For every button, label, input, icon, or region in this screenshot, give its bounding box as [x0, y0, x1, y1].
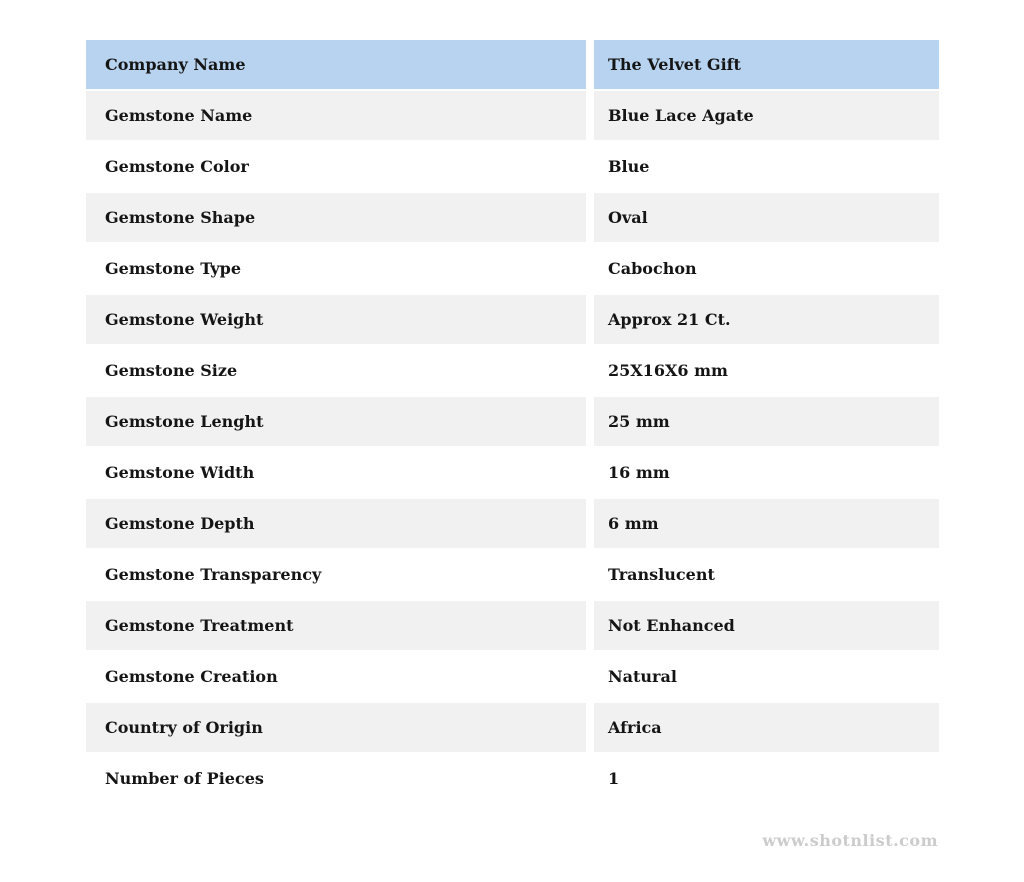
row-value: 16 mm: [608, 463, 670, 482]
header-value: The Velvet Gift: [594, 40, 939, 89]
table-row: [86, 754, 939, 803]
table-row: [86, 295, 939, 344]
row-label: Gemstone Size: [105, 361, 238, 380]
row-value: Not Enhanced: [594, 601, 939, 650]
row-label: Gemstone Lenght: [86, 397, 586, 446]
row-label: Gemstone Width: [105, 463, 255, 482]
row-value: Natural: [608, 667, 677, 686]
row-label: Country of Origin: [86, 703, 586, 752]
row-value: 6 mm: [594, 499, 939, 548]
row-value: Oval: [594, 193, 939, 242]
table-row: [86, 652, 939, 701]
table-row: [86, 142, 939, 191]
row-label: Gemstone Treatment: [86, 601, 586, 650]
row-label: Gemstone Depth: [86, 499, 586, 548]
row-label: Gemstone Type: [105, 259, 242, 278]
table-row: [86, 244, 939, 293]
row-label: Gemstone Name: [86, 91, 586, 140]
table-row: [86, 346, 939, 395]
row-value: Approx 21 Ct.: [594, 295, 939, 344]
table-row: [86, 91, 939, 140]
table-row: [86, 550, 939, 599]
table-row: [86, 193, 939, 242]
table-row: [86, 601, 939, 650]
row-label: Gemstone Shape: [86, 193, 586, 242]
row-value: Blue: [608, 157, 650, 176]
table-row: [86, 499, 939, 548]
table-row: [86, 703, 939, 752]
row-value: Blue Lace Agate: [594, 91, 939, 140]
watermark-text: www.shotnlist.com: [762, 831, 938, 850]
row-label: Gemstone Color: [105, 157, 249, 176]
header-label: Company Name: [86, 40, 586, 89]
row-label: Gemstone Creation: [105, 667, 278, 686]
gemstone-spec-table: [86, 40, 939, 805]
row-value: Translucent: [608, 565, 715, 584]
row-label: Gemstone Transparency: [105, 565, 322, 584]
row-value: 25X16X6 mm: [608, 361, 728, 380]
table-header-row: [86, 40, 939, 89]
row-value: 25 mm: [594, 397, 939, 446]
row-value: Cabochon: [608, 259, 697, 278]
table-row: [86, 448, 939, 497]
table-row: [86, 397, 939, 446]
row-value: Africa: [594, 703, 939, 752]
row-value: 1: [608, 769, 620, 788]
row-label: Number of Pieces: [105, 769, 264, 788]
row-label: Gemstone Weight: [86, 295, 586, 344]
